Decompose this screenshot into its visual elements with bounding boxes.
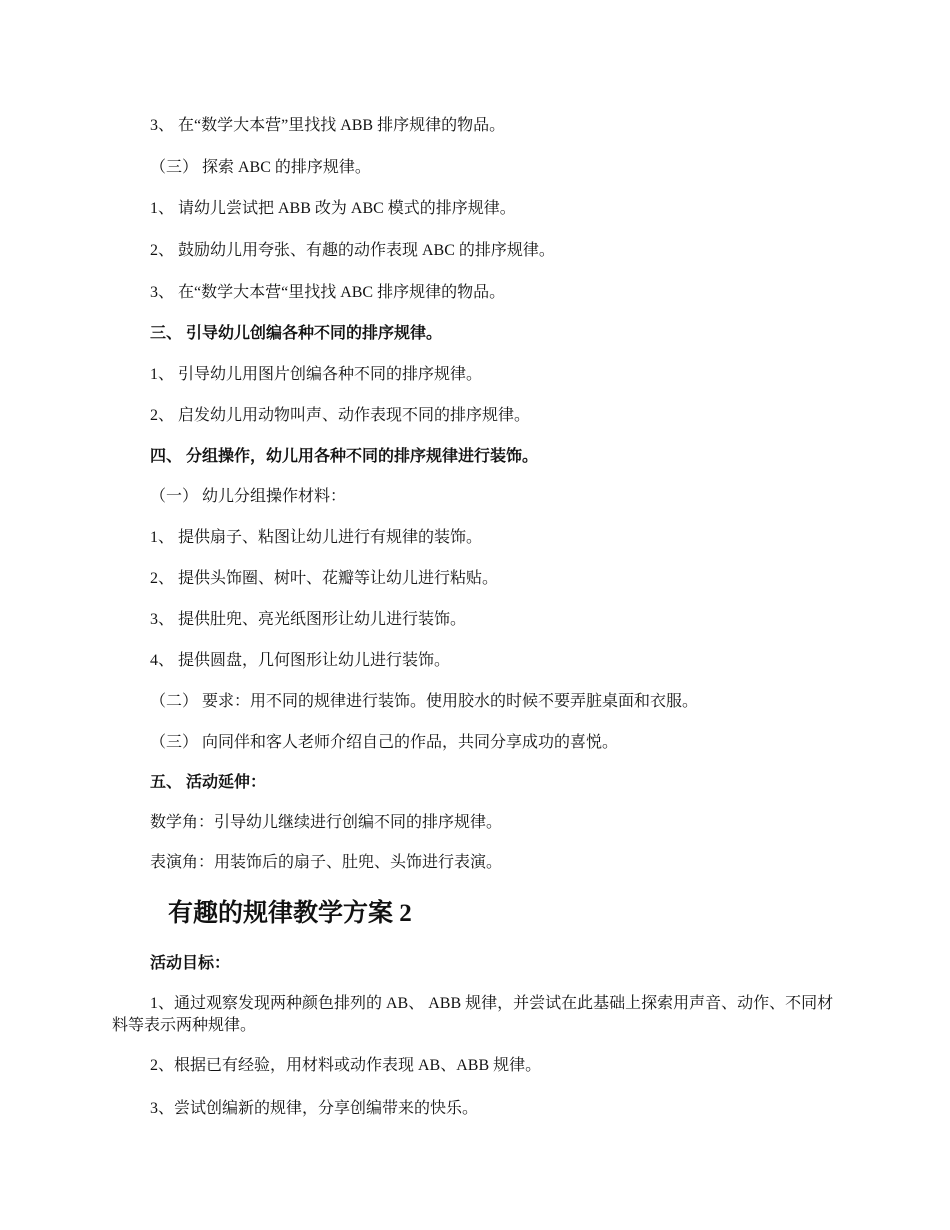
- goals-heading: 活动目标：: [150, 955, 231, 972]
- paragraph: 2、 启发幼儿用动物叫声、动作表现不同的排序规律。: [150, 407, 531, 424]
- paragraph: 数学角：引导幼儿继续进行创编不同的排序规律。: [150, 814, 503, 831]
- section-heading: 四、 分组操作，幼儿用各种不同的排序规律进行装饰。: [150, 448, 539, 465]
- section-heading: 三、 引导幼儿创编各种不同的排序规律。: [150, 325, 443, 342]
- goal-item: 2、根据已有经验，用材料或动作表现 AB、ABB 规律。: [150, 1057, 542, 1074]
- paragraph: 1、 提供扇子、粘图让幼儿进行有规律的装饰。: [150, 529, 483, 546]
- paragraph: 2、 鼓励幼儿用夸张、有趣的动作表现 ABC 的排序规律。: [150, 242, 555, 259]
- paragraph: 3、 在“数学大本营”里找找 ABB 排序规律的物品。: [150, 117, 506, 134]
- paragraph: 3、 在“数学大本营“里找找 ABC 排序规律的物品。: [150, 284, 506, 301]
- paragraph: 1、 请幼儿尝试把 ABB 改为 ABC 模式的排序规律。: [150, 200, 516, 217]
- paragraph: （一） 幼儿分组操作材料：: [150, 488, 347, 505]
- paragraph: 3、 提供肚兜、亮光纸图形让幼儿进行装饰。: [150, 611, 467, 628]
- section-title: 有趣的规律教学方案 2: [168, 900, 412, 927]
- paragraph: 表演角：用装饰后的扇子、肚兜、头饰进行表演。: [150, 854, 503, 871]
- paragraph: （二） 要求：用不同的规律进行装饰。使用胶水的时候不要弄脏桌面和衣服。: [150, 693, 699, 710]
- paragraph: 2、 提供头饰圈、树叶、花瓣等让幼儿进行粘贴。: [150, 570, 499, 587]
- paragraph: 1、 引导幼儿用图片创编各种不同的排序规律。: [150, 366, 483, 383]
- paragraph: （三） 向同伴和客人老师介绍自己的作品，共同分享成功的喜悦。: [150, 734, 619, 751]
- goal-item: 1、通过观察发现两种颜色排列的 AB、 ABB 规律，并尝试在此基础上探索用声音、动作、不同材料等表示两种规律。: [112, 995, 834, 1034]
- paragraph: 4、 提供圆盘，几何图形让幼儿进行装饰。: [150, 652, 451, 669]
- paragraph: （三） 探索 ABC 的排序规律。: [150, 159, 371, 176]
- goal-item: 3、尝试创编新的规律，分享创编带来的快乐。: [150, 1100, 479, 1117]
- section-heading: 五、 活动延伸：: [150, 774, 267, 791]
